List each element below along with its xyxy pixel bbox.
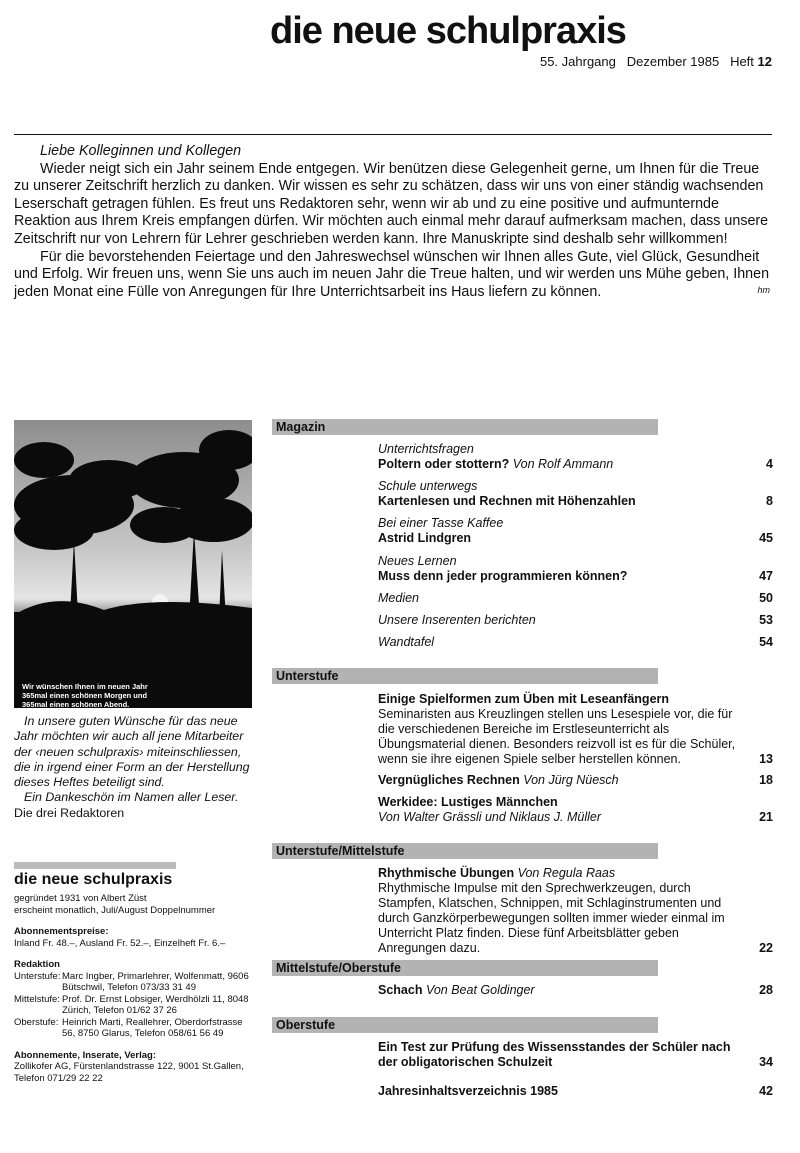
toc-entry[interactable] (378, 442, 773, 472)
thanks-signature: Die drei Redaktoren (14, 805, 125, 820)
letter-paragraph-2: Für die bevorstehenden Feiertage und den Jahreswechsel wünschen wir Ihnen alles Gute, viel Glück, Gesundheit und Erfolg. Wir freuen uns, wenn Sie uns auch im neuen Jahr die Treue halten, und wir werden uns Mühe geben, Ihnen jeden Monat eine Fülle von Anregungen für Ihre Unterrichtsarbeit ins Haus liefern zu können. (14, 248, 770, 300)
toc-title: Schach (378, 983, 423, 997)
toc-kicker: Bei einer Tasse Kaffee (378, 516, 504, 530)
toc-title: Kartenlesen und Rechnen mit Höhenzahlen (378, 494, 636, 508)
sunset-photo (14, 420, 252, 708)
section-unterstufe-mittelstufe: Unterstufe/Mittelstufe (272, 843, 658, 859)
toc-author: Von Regula Raas (517, 866, 616, 880)
editor-label: Oberstufe: (14, 1016, 59, 1028)
header-rule (14, 134, 772, 135)
toc-title: Ein Test zur Prüfung des Wissensstandes der Schüler nach der obligatorischen Schulzeit (378, 1040, 731, 1069)
toc-page: 18 (759, 773, 773, 787)
toc-kicker: Wandtafel (378, 635, 435, 649)
impressum-editor (14, 1017, 256, 1040)
toc-title: Astrid Lindgren (378, 531, 472, 545)
toc-page: 13 (759, 752, 773, 766)
toc-page: 8 (766, 494, 773, 508)
letter-signature: hm (757, 284, 770, 295)
toc-page: 42 (759, 1084, 773, 1098)
toc-title: Vergnügliches Rechnen (378, 773, 520, 787)
impressum-redaktion-heading: Redaktion (14, 959, 60, 970)
section-oberstufe: Oberstufe (272, 1017, 658, 1033)
toc-page: 21 (759, 810, 773, 824)
toc-entry[interactable] (378, 479, 773, 509)
section-unterstufe: Unterstufe (272, 668, 658, 684)
toc-page: 4 (766, 457, 773, 471)
issue-info (540, 54, 772, 69)
toc-author: Von Rolf Ammann (512, 457, 614, 471)
editor-text: Heinrich Marti, Reallehrer, Oberdorfstrasse 56, 8750 Glarus, Telefon 058/61 56 49 (62, 1016, 243, 1039)
photo-caption-line-1: Wir wünschen Ihnen im neuen Jahr (22, 682, 148, 691)
toc-entry[interactable] (378, 1084, 773, 1099)
toc-title: Werkidee: Lustiges Männchen (378, 795, 558, 809)
jahrgang: 55. Jahrgang (539, 54, 616, 69)
photo-caption-line-3: 365mal einen schönen Abend. (22, 700, 130, 709)
editor-label: Unterstufe: (14, 970, 61, 982)
toc-entry[interactable] (378, 635, 773, 650)
impressum-founded: gegründet 1931 von Albert Züst (14, 893, 147, 904)
toc-page: 53 (759, 613, 773, 627)
toc-title: Einige Spielformen zum Üben mit Leseanfängern (378, 692, 670, 706)
impressum-editor (14, 971, 256, 994)
photo-caption-line-2: 365mal einen schönen Morgen und (22, 691, 148, 700)
photo-caption (22, 682, 222, 709)
toc-description: Rhythmische Impulse mit den Sprechwerkzeugen, durch Stampfen, Klatschen, Schnippen, mit Schlaginstrumenten und durch Ganzkörperbewegungen sollten immer wieder einmal im Unterricht Platz finden. Diese fünf Arbeitsblätter geben Anregungen dazu. (378, 881, 725, 955)
toc-title: Poltern oder stottern? (378, 457, 510, 471)
toc-page: 47 (759, 569, 773, 583)
heft-label: Heft (730, 54, 754, 69)
toc-kicker: Neues Lernen (378, 554, 457, 568)
editor-text: Prof. Dr. Ernst Lobsiger, Werdhölzli 11, 8048 Zürich, Telefon 01/62 37 26 (62, 993, 249, 1016)
toc-page: 28 (759, 983, 773, 997)
impressum-frequency: erscheint monatlich, Juli/August Doppelnummer (14, 904, 216, 916)
impressum-verlag-heading: Abonnemente, Inserate, Verlag: (14, 1049, 157, 1061)
impressum-bar (14, 862, 176, 869)
tree-silhouette-icon (14, 420, 252, 708)
impressum-verlag-text: Zollikofer AG, Fürstenlandstrasse 122, 9001 St.Gallen, Telefon 071/29 22 22 (14, 1061, 244, 1084)
thanks-note (14, 714, 256, 821)
toc-entry[interactable] (378, 866, 773, 956)
toc-kicker: Schule unterwegs (378, 479, 478, 493)
toc-entry[interactable] (378, 1040, 773, 1070)
issue-date: Dezember 1985 (626, 54, 720, 69)
letter-greeting: Liebe Kolleginnen und Kollegen (40, 143, 242, 159)
letter-paragraph-1: Wieder neigt sich ein Jahr seinem Ende entgegen. Wir benützen diese Gelegenheit gerne, um Ihnen für die Treue zu unserer Zeitschrift herzlich zu danken. Wir wissen es sehr zu schätzen, dass wir uns von einer ständig wachsenden Leserschaft getragen fühlen. Es freut uns Redaktoren sehr, wenn wir ab und zu eine positive und aufmunternde Reaktion aus Ihrem Kreis empfangen dürfen. Wir möchten auch einmal mehr darauf aufmerksam machen, dass unsere Zeitschrift nur von Lehrern für Lehrer geschrieben werden kann. Ihre Manuskripte sind deshalb sehr willkommen! (14, 160, 769, 247)
toc-entry[interactable] (378, 692, 773, 767)
heft-number: 12 (757, 54, 772, 69)
editor-label: Mittelstufe: (14, 993, 60, 1005)
toc-author: Von Beat Goldinger (425, 983, 535, 997)
toc-page: 34 (759, 1055, 773, 1069)
toc-entry[interactable] (378, 795, 773, 825)
impressum-abo-text: Inland Fr. 48.–, Ausland Fr. 52.–, Einzelheft Fr. 6.– (14, 937, 226, 949)
section-magazin: Magazin (272, 419, 658, 435)
toc-page: 54 (759, 635, 773, 649)
toc-entry[interactable] (378, 983, 773, 998)
toc-description: Seminaristen aus Kreuzlingen stellen uns Lesespiele vor, die für die verschiedenen Bereiche im Erstleseunterricht als Übungsmaterial dienen. Besonders reizvoll ist es für die Schüler, wenn sie ihre eigenen Spiele selber herstellen können. (378, 707, 736, 766)
thanks-paragraph-2: Ein Dankeschön im Namen aller Leser. (24, 790, 239, 805)
toc-entry[interactable] (378, 554, 773, 584)
editorial-letter (14, 143, 770, 301)
toc-page: 50 (759, 591, 773, 605)
masthead: die neue schulpraxis (270, 10, 626, 52)
toc-entry[interactable] (378, 516, 773, 546)
toc-title: Rhythmische Übungen (378, 866, 515, 880)
toc-author: Von Walter Grässli und Niklaus J. Müller (378, 810, 601, 824)
editor-text: Marc Ingber, Primarlehrer, Wolfenmatt, 9606 Bütschwil, Telefon 073/33 31 49 (62, 970, 249, 993)
impressum (14, 893, 256, 1084)
toc-entry[interactable] (378, 591, 773, 606)
toc-page: 45 (759, 531, 773, 545)
thanks-paragraph-1: In unsere guten Wünsche für das neue Jahr möchten wir auch all jene Mitarbeiter der ‹neuen schulpraxis› miteinschliessen, die in irgend einer Form an der Herstellung dieses Heftes beteiligt sind. (14, 714, 250, 790)
impressum-abo-heading: Abonnementspreise: (14, 926, 109, 937)
toc-kicker: Unsere Inserenten berichten (378, 613, 536, 627)
toc-entry[interactable] (378, 773, 773, 788)
toc-kicker: Medien (378, 591, 419, 605)
toc-kicker: Unterrichtsfragen (378, 442, 474, 456)
toc-title: Jahresinhaltsverzeichnis 1985 (378, 1084, 558, 1098)
toc-author: Von Jürg Nüesch (523, 773, 619, 787)
toc-page: 22 (759, 941, 773, 955)
impressum-editor (14, 994, 256, 1017)
impressum-title: die neue schulpraxis (14, 871, 173, 888)
toc-entry[interactable] (378, 613, 773, 628)
toc-title: Muss denn jeder programmieren können? (378, 569, 628, 583)
section-mittelstufe-oberstufe: Mittelstufe/Oberstufe (272, 960, 658, 976)
